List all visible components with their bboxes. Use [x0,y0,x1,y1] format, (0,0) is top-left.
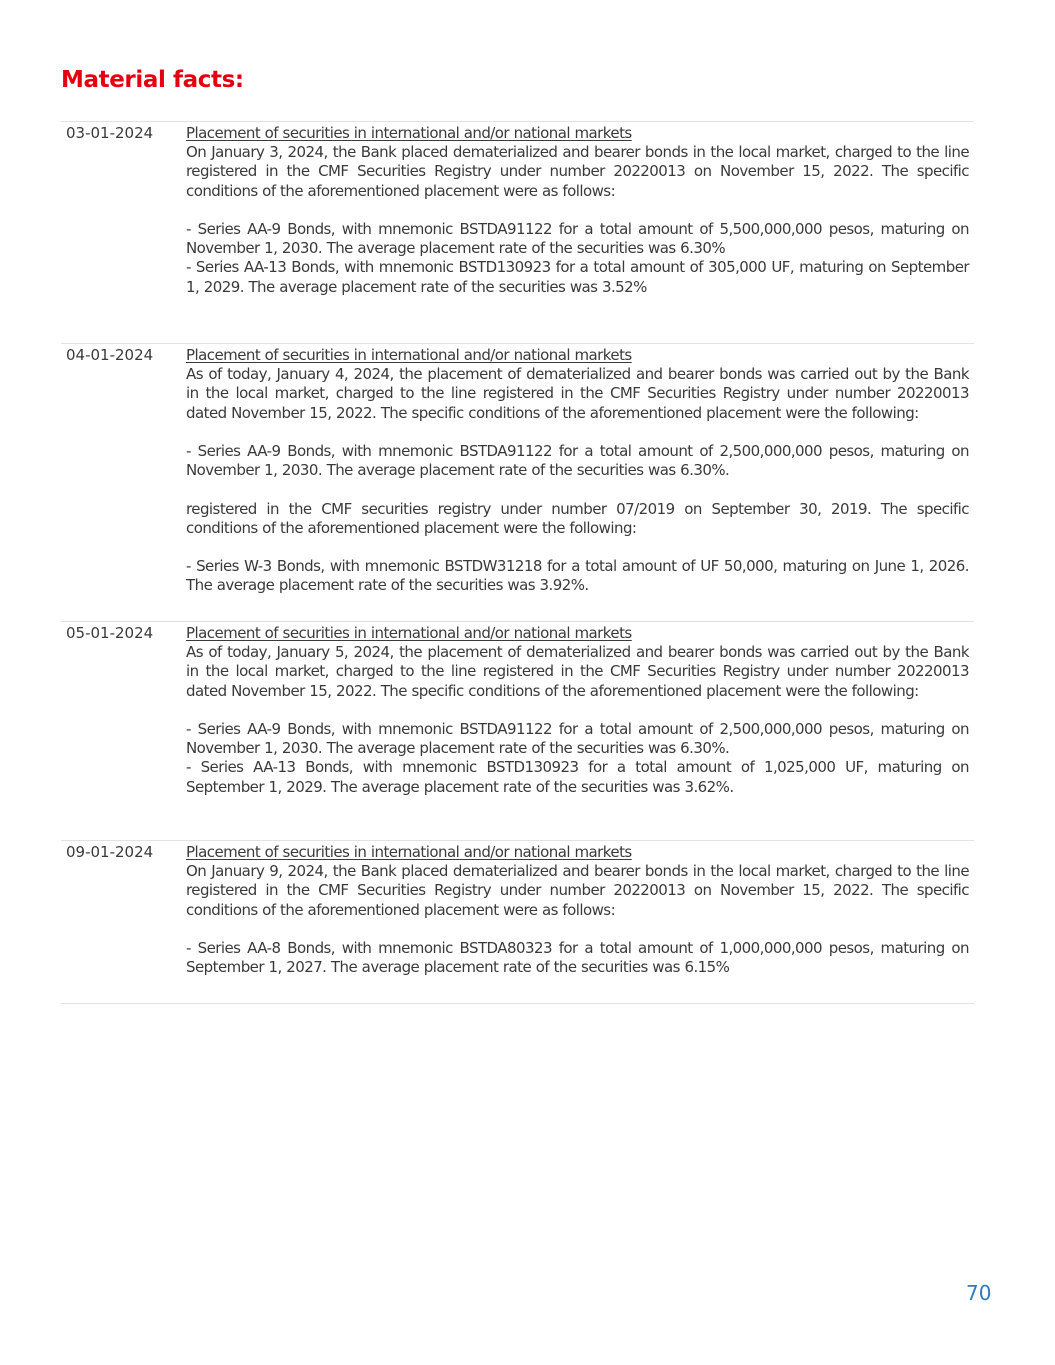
fact-intro: On January 3, 2024, the Bank placed dematerialized and bearer bonds in the local market, charged to the line registered in the CMF Securities Registry under number 20220013 on November 15, 2022. The specific conditions of the aforementioned placement were as follows: [186,143,969,200]
fact-item: - Series W-3 Bonds, with mnemonic BSTDW31218 for a total amount of UF 50,000, maturing on June 1, 2026. The average placement rate of the securities was 3.92%. [186,557,969,595]
fact-heading: Placement of securities in international and/or national markets [186,624,632,642]
fact-date: 03-01-2024 [66,124,154,142]
fact-item: - Series AA-9 Bonds, with mnemonic BSTDA91122 for a total amount of 5,500,000,000 pesos, maturing on November 1, 2030. The average placement rate of the securities was 6.30% [186,220,969,258]
fact-intro: As of today, January 4, 2024, the placement of dematerialized and bearer bonds was carried out by the Bank in the local market, charged to the line registered in the CMF Securities Registry under number 20220013 dated November 15, 2022. The specific conditions of the aforementioned placement were the following: [186,365,969,422]
fact-paragraph: registered in the CMF securities registry under number 07/2019 on September 30, 2019. The specific conditions of the aforementioned placement were the following: [186,499,969,537]
fact-row [61,343,974,621]
fact-body [186,624,974,840]
fact-date: 05-01-2024 [66,624,154,642]
fact-row [61,840,974,1003]
page-title: Material facts: [61,67,244,93]
fact-row [61,621,974,840]
fact-row [61,122,974,343]
fact-item: - Series AA-9 Bonds, with mnemonic BSTDA91122 for a total amount of 2,500,000,000 pesos, maturing on November 1, 2030. The average placement rate of the securities was 6.30%. [186,720,969,758]
fact-heading: Placement of securities in international and/or national markets [186,346,632,364]
fact-intro: On January 9, 2024, the Bank placed dematerialized and bearer bonds in the local market, charged to the line registered in the CMF Securities Registry under number 20220013 on November 15, 2022. The specific conditions of the aforementioned placement were as follows: [186,862,969,919]
fact-intro: As of today, January 5, 2024, the placement of dematerialized and bearer bonds was carried out by the Bank in the local market, charged to the line registered in the CMF Securities Registry under number 20220013 dated November 15, 2022. The specific conditions of the aforementioned placement were the following: [186,643,969,700]
fact-date: 09-01-2024 [66,843,154,861]
material-facts-table [61,121,974,1004]
fact-date: 04-01-2024 [66,346,154,364]
fact-heading: Placement of securities in international and/or national markets [186,124,632,142]
fact-heading: Placement of securities in international and/or national markets [186,843,632,861]
page-number: 70 [966,1281,992,1305]
fact-item: - Series AA-13 Bonds, with mnemonic BSTD130923 for a total amount of 1,025,000 UF, maturing on September 1, 2029. The average placement rate of the securities was 3.62%. [186,758,969,796]
fact-item: - Series AA-13 Bonds, with mnemonic BSTD130923 for a total amount of 305,000 UF, maturing on September 1, 2029. The average placement rate of the securities was 3.52% [186,258,969,296]
fact-body [186,843,974,1003]
fact-item: - Series AA-8 Bonds, with mnemonic BSTDA80323 for a total amount of 1,000,000,000 pesos, maturing on September 1, 2027. The average placement rate of the securities was 6.15% [186,939,969,977]
fact-body [186,346,974,621]
fact-body [186,124,974,343]
fact-item: - Series AA-9 Bonds, with mnemonic BSTDA91122 for a total amount of 2,500,000,000 pesos, maturing on November 1, 2030. The average placement rate of the securities was 6.30%. [186,442,969,480]
